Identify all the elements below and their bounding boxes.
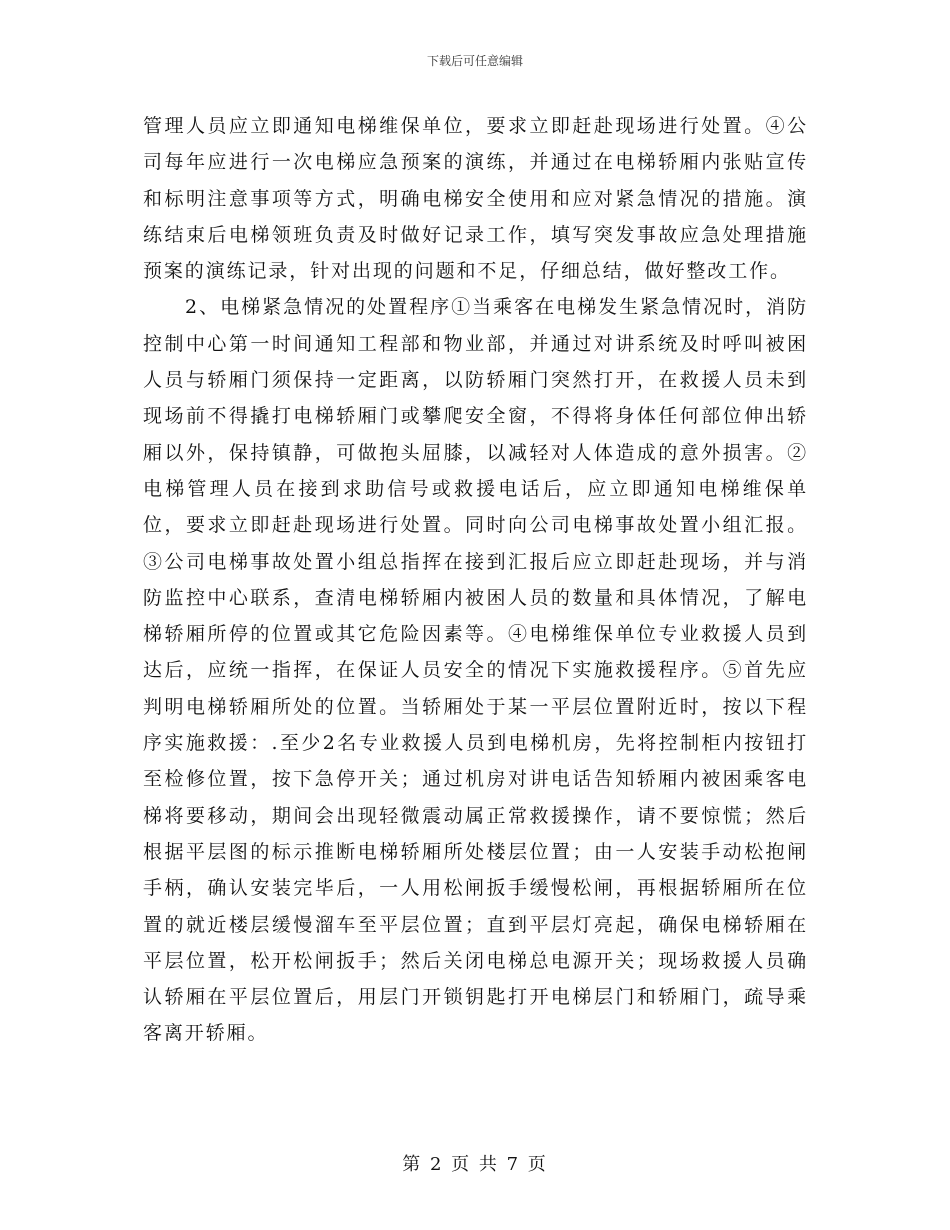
paragraph-emergency-procedure: 2、电梯紧急情况的处置程序①当乘客在电梯发生紧急情况时，消防控制中心第一时间通知工程部和物业部，并通过对讲系统及时呼叫被困人员与轿厢门须保持一定距离，以防轿厢门突然打开，在救援人员未到现场前不得撬打电梯轿厢门或攀爬安全窗，不得将身体任何部位伸出轿厢以外，保持镇静，可做抱头屈膝，以减轻对人体造成的意外损害。②电梯管理人员在接到求助信号或救援电话后，应立即通知电梯维保单位，要求立即赶赴现场进行处置。同时向公司电梯事故处置小组汇报。③公司电梯事故处置小组总指挥在接到汇报后应立即赶赴现场，并与消防监控中心联系，查清电梯轿厢内被困人员的数量和具体情况，了解电梯轿厢所停的位置或其它危险因素等。④电梯维保单位专业救援人员到达后，应统一指挥，在保证人员安全的情况下实施救援程序。⑤首先应判明电梯轿厢所处的位置。当轿厢处于某一平层位置附近时，按以下程序实施救援：.至少2名专业救援人员到电梯机房，先将控制柜内按钮打至检修位置，按下急停开关；通过机房对讲电话告知轿厢内被困乘客电梯将要移动，期间会出现轻微震动属正常救援操作，请不要惊慌；然后根据平层图的标示推断电梯轿厢所处楼层位置；由一人安装手动松抱闸手柄，确认安装完毕后，一人用松闸扳手缓慢松闸，再根据轿厢所在位置的就近楼层缓慢溜车至平层位置；直到平层灯亮起，确保电梯轿厢在平层位置，松开松闸扳手；然后关闭电梯总电源开关；现场救援人员确认轿厢在平层位置后，用层门开锁钥匙打开电梯层门和轿厢门，疏导乘客离开轿厢。 bbox=[143, 296, 808, 1045]
paragraph-continuation: 管理人员应立即通知电梯维保单位，要求立即赶赴现场进行处置。④公司每年应进行一次电梯应急预案的演练，并通过在电梯轿厢内张贴宣传和标明注意事项等方式，明确电梯安全使用和应对紧急情况的措施。演练结束后电梯领班负责及时做好记录工作，填写突发事故应急处理措施预案的演练记录，针对出现的问题和不足，仔细总结，做好整改工作。 bbox=[143, 115, 808, 283]
page-number-footer: 第 2 页 共 7 页 bbox=[402, 1154, 548, 1175]
document-body bbox=[143, 108, 808, 1052]
page-header: 下载后可任意编辑 bbox=[426, 54, 523, 68]
